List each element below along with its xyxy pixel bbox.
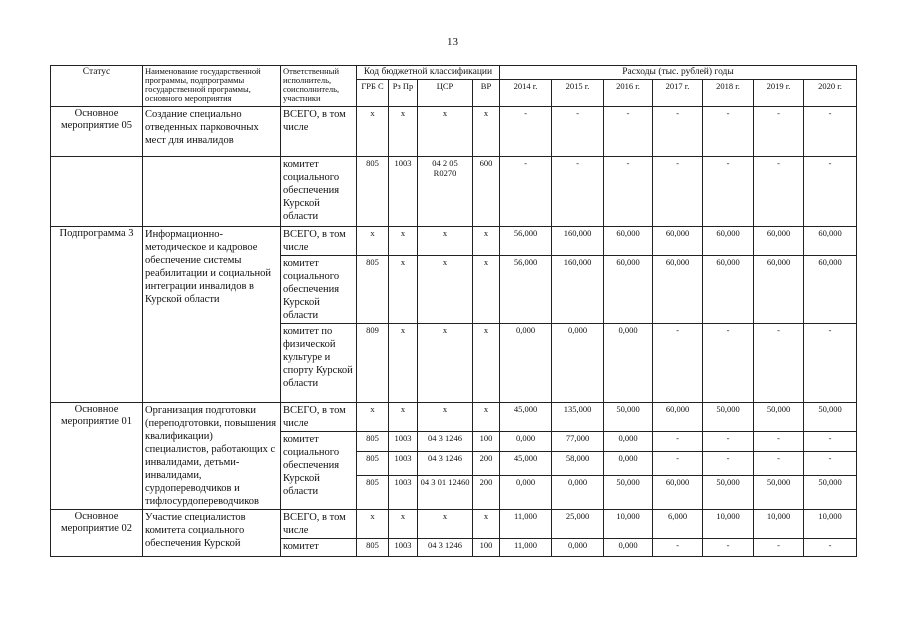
page-number: 13 (447, 36, 458, 48)
name-cell-empty (143, 157, 281, 227)
grbs-cell: х (357, 107, 389, 157)
value-cell: 160,000 (552, 256, 604, 324)
value-cell: 50,000 (703, 476, 754, 510)
value-cell: - (804, 324, 857, 403)
rzpr-cell: 1003 (389, 157, 418, 227)
executor-cell: ВСЕГО, в том числе (281, 107, 357, 157)
executor-cell: ВСЕГО, в том числе (281, 403, 357, 432)
value-cell: - (703, 107, 754, 157)
csr-cell: х (418, 256, 473, 324)
header-year: 2017 г. (653, 80, 703, 107)
header-executor: Ответственный исполнитель, соисполнитель, участники (281, 66, 357, 107)
value-cell: - (754, 157, 804, 227)
table-row (51, 157, 857, 227)
csr-cell: 04 3 01 12460 (418, 476, 473, 510)
header-year: 2015 г. (552, 80, 604, 107)
value-cell: 45,000 (500, 452, 552, 476)
value-cell: 0,000 (552, 539, 604, 557)
grbs-cell: 805 (357, 157, 389, 227)
name-cell: Организация подготовки (переподготовки, повышения квалификации) специалистов, работающих с инвалидами, детьми-инвалидами, сурдопереводчиков и тифлосурдопереводчиков (143, 403, 281, 510)
header-name: Наименование государственной программы, подпрограммы государственной программы, основного мероприятия (143, 66, 281, 107)
rzpr-cell: 1003 (389, 476, 418, 510)
value-cell: 0,000 (604, 432, 653, 452)
value-cell: 11,000 (500, 539, 552, 557)
value-cell: 50,000 (754, 403, 804, 432)
vr-cell: х (473, 510, 500, 539)
value-cell: - (653, 452, 703, 476)
header-year: 2020 г. (804, 80, 857, 107)
value-cell: - (653, 432, 703, 452)
table-row (51, 403, 857, 432)
value-cell: - (552, 157, 604, 227)
csr-cell: 04 3 1246 (418, 539, 473, 557)
value-cell: 0,000 (604, 324, 653, 403)
table-row (51, 510, 857, 539)
csr-cell: х (418, 403, 473, 432)
value-cell: 45,000 (500, 403, 552, 432)
value-cell: 60,000 (754, 227, 804, 256)
rzpr-cell: х (389, 227, 418, 256)
csr-cell: х (418, 107, 473, 157)
value-cell: 60,000 (604, 256, 653, 324)
value-cell: 60,000 (754, 256, 804, 324)
value-cell: 10,000 (804, 510, 857, 539)
name-cell: Создание специально отведенных парковочных мест для инвалидов (143, 107, 281, 157)
vr-cell: 100 (473, 539, 500, 557)
rzpr-cell: х (389, 403, 418, 432)
header-row-1 (51, 66, 857, 80)
rzpr-cell: 1003 (389, 452, 418, 476)
executor-cell: ВСЕГО, в том числе (281, 227, 357, 256)
csr-cell: 04 3 1246 (418, 432, 473, 452)
value-cell: 0,000 (552, 324, 604, 403)
value-cell: - (703, 452, 754, 476)
value-cell: 0,000 (500, 432, 552, 452)
vr-cell: х (473, 324, 500, 403)
value-cell: 56,000 (500, 227, 552, 256)
value-cell: 50,000 (754, 476, 804, 510)
value-cell: 56,000 (500, 256, 552, 324)
value-cell: 0,000 (500, 476, 552, 510)
vr-cell: 100 (473, 432, 500, 452)
vr-cell: х (473, 403, 500, 432)
value-cell: 0,000 (604, 452, 653, 476)
value-cell: 0,000 (500, 324, 552, 403)
table-row (51, 227, 857, 256)
budget-table (50, 65, 857, 557)
grbs-cell: х (357, 227, 389, 256)
value-cell: 60,000 (703, 227, 754, 256)
vr-cell: 200 (473, 452, 500, 476)
executor-cell: комитет по физической культуре и спорту Курской области (281, 324, 357, 403)
value-cell: - (754, 452, 804, 476)
vr-cell: 200 (473, 476, 500, 510)
csr-cell: х (418, 227, 473, 256)
value-cell: - (500, 107, 552, 157)
grbs-cell: 805 (357, 432, 389, 452)
value-cell: - (653, 539, 703, 557)
value-cell: 60,000 (804, 227, 857, 256)
value-cell: - (500, 157, 552, 227)
vr-cell: х (473, 227, 500, 256)
value-cell: 50,000 (703, 403, 754, 432)
value-cell: - (703, 432, 754, 452)
value-cell: 60,000 (604, 227, 653, 256)
header-year: 2018 г. (703, 80, 754, 107)
grbs-cell: х (357, 403, 389, 432)
value-cell: - (653, 324, 703, 403)
csr-cell: 04 2 05 R0270 (418, 157, 473, 227)
grbs-cell: 805 (357, 256, 389, 324)
value-cell: - (804, 107, 857, 157)
status-cell: Основное мероприятие 02 (51, 510, 143, 557)
grbs-cell: 805 (357, 476, 389, 510)
csr-cell: 04 3 1246 (418, 452, 473, 476)
status-cell-empty (51, 157, 143, 227)
header-code-group: Код бюджетной классификации (357, 66, 500, 80)
name-cell: Участие специалистов комитета социального обеспечения Курской (143, 510, 281, 557)
grbs-cell: х (357, 510, 389, 539)
value-cell: 11,000 (500, 510, 552, 539)
value-cell: 160,000 (552, 227, 604, 256)
value-cell: 58,000 (552, 452, 604, 476)
value-cell: 77,000 (552, 432, 604, 452)
value-cell: 135,000 (552, 403, 604, 432)
value-cell: - (653, 107, 703, 157)
rzpr-cell: х (389, 324, 418, 403)
value-cell: - (703, 157, 754, 227)
value-cell: - (703, 539, 754, 557)
value-cell: 10,000 (754, 510, 804, 539)
value-cell: - (604, 157, 653, 227)
rzpr-cell: х (389, 107, 418, 157)
executor-cell: комитет социального обеспечения Курской области (281, 256, 357, 324)
header-year: 2014 г. (500, 80, 552, 107)
value-cell: 60,000 (653, 476, 703, 510)
value-cell: - (653, 157, 703, 227)
rzpr-cell: 1003 (389, 432, 418, 452)
executor-cell: комитет (281, 539, 357, 557)
value-cell: 60,000 (703, 256, 754, 324)
status-cell: Основное мероприятие 01 (51, 403, 143, 510)
status-cell: Основное мероприятие 05 (51, 107, 143, 157)
value-cell: - (754, 539, 804, 557)
value-cell: - (754, 324, 804, 403)
value-cell: 50,000 (604, 403, 653, 432)
vr-cell: х (473, 256, 500, 324)
grbs-cell: 805 (357, 539, 389, 557)
value-cell: - (604, 107, 653, 157)
value-cell: 60,000 (804, 256, 857, 324)
value-cell: 60,000 (653, 403, 703, 432)
executor-cell: комитет социального обеспечения Курской области (281, 432, 357, 510)
header-status: Статус (51, 66, 143, 107)
value-cell: 6,000 (653, 510, 703, 539)
grbs-cell: 809 (357, 324, 389, 403)
value-cell: - (552, 107, 604, 157)
header-csr: ЦСР (418, 80, 473, 107)
name-cell: Информационно-методическое и кадровое обеспечение системы реабилитации и социальной интеграции инвалидов в Курской области (143, 227, 281, 403)
value-cell: 60,000 (653, 227, 703, 256)
value-cell: 25,000 (552, 510, 604, 539)
value-cell: - (804, 539, 857, 557)
value-cell: - (754, 432, 804, 452)
rzpr-cell: х (389, 256, 418, 324)
grbs-cell: 805 (357, 452, 389, 476)
value-cell: 0,000 (552, 476, 604, 510)
csr-cell: х (418, 324, 473, 403)
value-cell: - (804, 157, 857, 227)
rzpr-cell: х (389, 510, 418, 539)
header-rzpr: Рз Пр (389, 80, 418, 107)
value-cell: 50,000 (604, 476, 653, 510)
vr-cell: 600 (473, 157, 500, 227)
value-cell: - (804, 452, 857, 476)
value-cell: 50,000 (804, 403, 857, 432)
value-cell: - (804, 432, 857, 452)
value-cell: 10,000 (703, 510, 754, 539)
executor-cell: комитет социального обеспечения Курской области (281, 157, 357, 227)
table-row (51, 107, 857, 157)
executor-cell: ВСЕГО, в том числе (281, 510, 357, 539)
header-vr: ВР (473, 80, 500, 107)
header-grbs: ГРБ С (357, 80, 389, 107)
header-expenses-group: Расходы (тыс. рублей) годы (500, 66, 857, 80)
value-cell: 60,000 (653, 256, 703, 324)
header-year: 2019 г. (754, 80, 804, 107)
value-cell: 0,000 (604, 539, 653, 557)
header-year: 2016 г. (604, 80, 653, 107)
csr-cell: х (418, 510, 473, 539)
value-cell: - (754, 107, 804, 157)
vr-cell: х (473, 107, 500, 157)
value-cell: 50,000 (804, 476, 857, 510)
status-cell: Подпрограмма 3 (51, 227, 143, 403)
value-cell: - (703, 324, 754, 403)
rzpr-cell: 1003 (389, 539, 418, 557)
value-cell: 10,000 (604, 510, 653, 539)
